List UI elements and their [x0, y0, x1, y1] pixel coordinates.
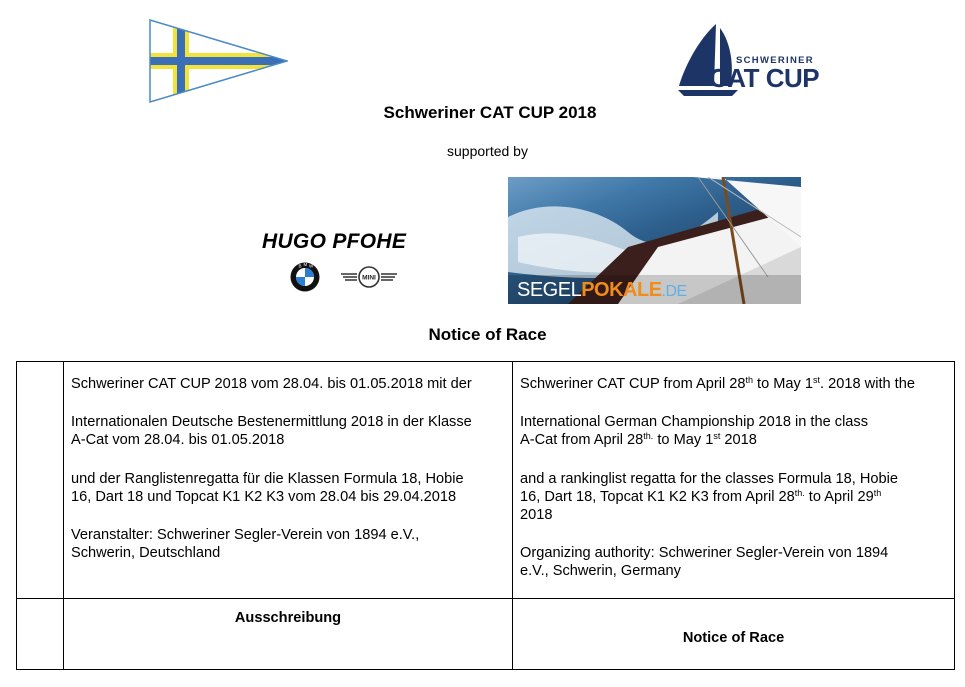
mini-logo-icon: [339, 266, 399, 288]
english-text-cell: [513, 362, 955, 599]
en-paragraph-3a: and a rankinglist regatta for the classes Formula 18, Hobie: [520, 471, 899, 487]
bmw-letter-w: W: [309, 263, 314, 269]
de-paragraph-3b: 16, Dart 18 und Topcat K1 K2 K3 vom 28.04 bis 29.04.2018: [71, 489, 457, 505]
de-paragraph-3a: und der Ranglistenregatta für die Klassen Formula 18, Hobie: [71, 471, 464, 487]
en-paragraph-2b: A-Cat from April $28^{th.}$ to May 1st 2018: [520, 431, 757, 448]
bmw-letter-b: B: [298, 263, 302, 269]
ausschreibung-label: Ausschreibung: [234, 610, 342, 626]
en-paragraph-3b: 16, Dart 18, Topcat K1 K2 K3 from April $28^{th.}$ to April 29th: [520, 488, 882, 505]
club-burgee-flag: [149, 19, 288, 103]
english-heading-cell: [513, 599, 955, 670]
notice-heading: Notice of Race: [428, 325, 547, 344]
segelpokale-segel: SEGEL: [517, 279, 582, 301]
bmw-letter-m: M: [303, 262, 308, 268]
table-margin-cell: [17, 362, 64, 599]
segelpokale-banner-image: [508, 177, 801, 304]
en-paragraph-4b: e.V., Schwerin, Germany: [520, 563, 681, 579]
bmw-logo-icon: [290, 262, 320, 292]
de-paragraph-4a: Veranstalter: Schweriner Segler-Verein von 1894 e.V.,: [71, 527, 420, 543]
en-paragraph-2a: International German Championship 2018 in the class: [520, 414, 869, 430]
de-paragraph-2b: A-Cat vom 28.04. bis 01.05.2018: [71, 432, 285, 448]
german-heading-cell: [64, 599, 513, 670]
table-row: [17, 599, 955, 670]
de-paragraph-1: Schweriner CAT CUP 2018 vom 28.04. bis 01.05.2018 mit der: [71, 376, 472, 392]
catcup-logo-small-text: SCHWERINER: [736, 55, 814, 66]
supported-by-text: supported by: [447, 143, 528, 159]
catcup-logo: [676, 20, 828, 102]
segelpokale-de: .DE: [661, 283, 687, 300]
en-paragraph-1: Schweriner CAT CUP from April 28th to May 1st. 2018 with the: [520, 375, 915, 392]
page-title: Schweriner CAT CUP 2018: [383, 103, 597, 122]
notice-table: [16, 361, 955, 670]
notice-of-race-label: Notice of Race: [682, 630, 785, 646]
en-paragraph-3c: 2018: [520, 507, 553, 523]
de-paragraph-2a: Internationalen Deutsche Bestenermittlung 2018 in der Klasse: [71, 414, 472, 430]
segelpokale-pokale: POKALE: [581, 279, 662, 301]
de-paragraph-4b: Schwerin, Deutschland: [71, 545, 221, 561]
mini-logo-text: MINI: [362, 274, 376, 282]
hugo-pfohe-logo-text: HUGO PFOHE: [262, 230, 407, 253]
table-row: [17, 362, 955, 599]
en-paragraph-4a: Organizing authority: Schweriner Segler-Verein von 1894: [520, 545, 889, 561]
catcup-logo-large-text: CAT CUP: [709, 63, 820, 93]
segelpokale-logo-text: [517, 279, 687, 302]
table-margin-cell: [17, 599, 64, 670]
german-text-cell: [64, 362, 513, 599]
